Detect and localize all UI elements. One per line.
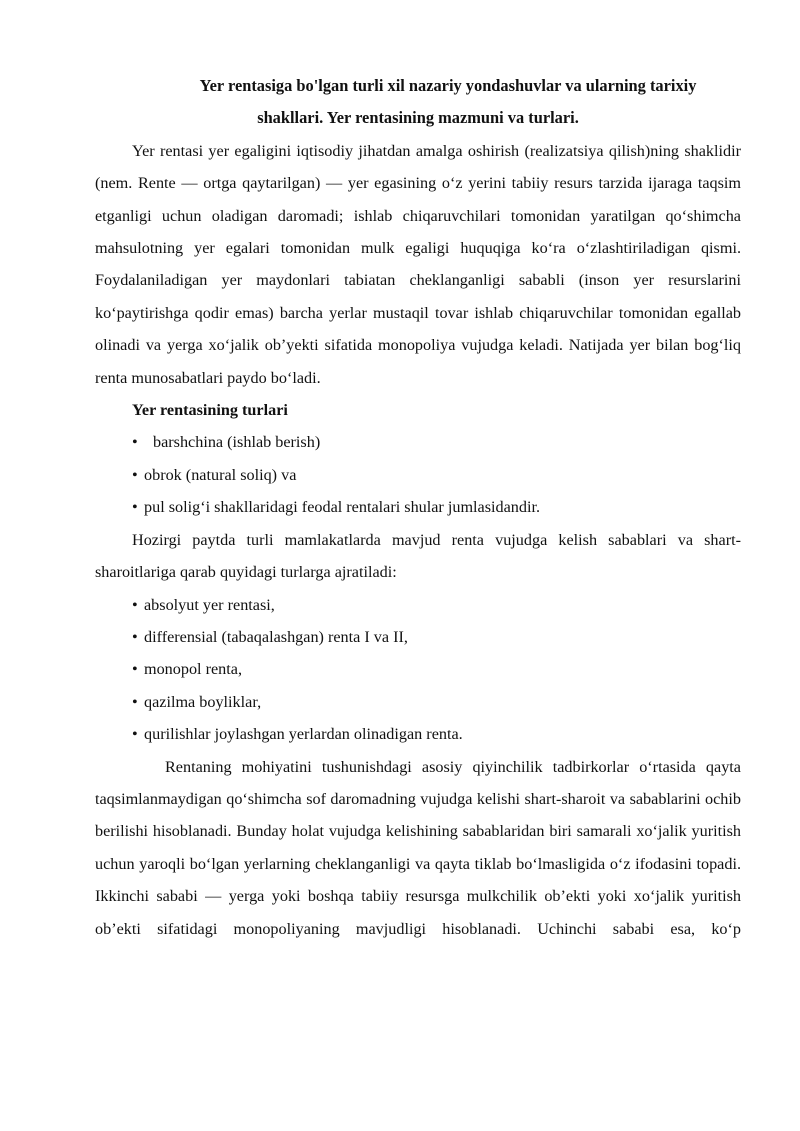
list-item-text: qurilishlar joylashgan yerlardan olinadigan renta. (144, 725, 463, 744)
list-item (132, 653, 741, 685)
document-title (95, 70, 741, 135)
list-item (132, 718, 741, 750)
bullet-icon: • (132, 465, 138, 484)
paragraph-essence: Rentaning mohiyatini tushunishdagi asosiy qiyinchilik tadbirkorlar oʻrtasida qayta taqsimlanmaydigan qoʻshimcha sof daromadning vujudga kelishi shart-sharoit va sabablarini ochib berilishi hisoblanadi. Bunday holat vujudga kelishining sabablaridan biri samarali xoʻjalik yuritish uchun yaroqli boʻlgan yerlarning cheklanganligi va qayta tiklab boʻlmasligida oʻz ifodasini topadi. Ikkinchi sababi — yerga yoki boshqa tabiiy resursga mulkchilik obʼekti yoki xoʻjalik yuritish obʼekti sifatidagi monopoliyaning mavjudligi hisoblanadi. Uchinchi sababi esa, koʻp (95, 757, 741, 938)
title-line-1: Yer rentasiga bo'lgan turli xil nazariy yondashuvlar va ularning tarixiy (199, 76, 697, 95)
bullet-icon: • (132, 627, 138, 646)
title-line-2: shakllari. Yer rentasining mazmuni va turlari. (257, 108, 579, 128)
bullet-icon: • (132, 498, 138, 517)
list-item (132, 491, 741, 523)
paragraph-classification: Hozirgi paytda turli mamlakatlarda mavjud renta vujudga kelish sabablari va shart-sharoitlariga qarab quyidagi turlarga ajratiladi: (95, 530, 741, 582)
rent-types-list (95, 589, 741, 751)
list-item (132, 621, 741, 653)
list-item-text: obrok (natural soliq) va (144, 465, 297, 484)
list-item (132, 426, 741, 458)
bullet-icon: • (132, 692, 138, 711)
paragraph-definition: Yer rentasi yer egaligini iqtisodiy jihatdan amalga oshirish (realizatsiya qilish)ning shaklidir (nem. Rente — ortga qaytarilgan) — yer egasining oʻz yerini tabiiy resurs tarzida ijaraga taqsim etganligi uchun oladigan daromadi; ishlab chiqaruvchilari tomonidan yaratilgan qoʻshimcha mahsulotning yer egalari tomonidan mulk egaligi huquqiga koʻra oʻzlashtiriladigan qismi. Foydalaniladigan yer maydonlari tabiatan cheklanganligi sababli (inson yer resurslarini koʻpaytirishga qodir emas) barcha yerlar mustaqil tovar ishlab chiqaruvchilar tomonidan egallab olinadi va yerga xoʻjalik obʼyekti sifatida monopoliya vujudga keladi. Natijada yer bilan bogʻliq renta munosabatlari paydo boʻladi. (95, 141, 741, 387)
list-item (132, 589, 741, 621)
list-item-text: monopol renta, (144, 660, 243, 679)
list-item-text: pul soligʻi shakllaridagi feodal rentalari shular jumlasidandir. (144, 498, 541, 517)
feudal-rent-list (95, 426, 741, 523)
bullet-icon: • (132, 725, 138, 744)
bullet-icon: • (132, 433, 138, 452)
bullet-icon: • (132, 660, 138, 679)
list-item-text: absolyut yer rentasi, (144, 595, 275, 614)
list-item-text: qazilma boyliklar, (144, 692, 262, 711)
list-item (132, 686, 741, 718)
section-subheading: Yer rentasining turlari (132, 401, 288, 420)
bullet-icon: • (132, 595, 138, 614)
list-item-text: barshchina (ishlab berish) (153, 433, 321, 452)
list-item-text: differensial (tabaqalashgan) renta I va II, (144, 627, 408, 646)
document-page (95, 70, 741, 945)
list-item (132, 459, 741, 491)
